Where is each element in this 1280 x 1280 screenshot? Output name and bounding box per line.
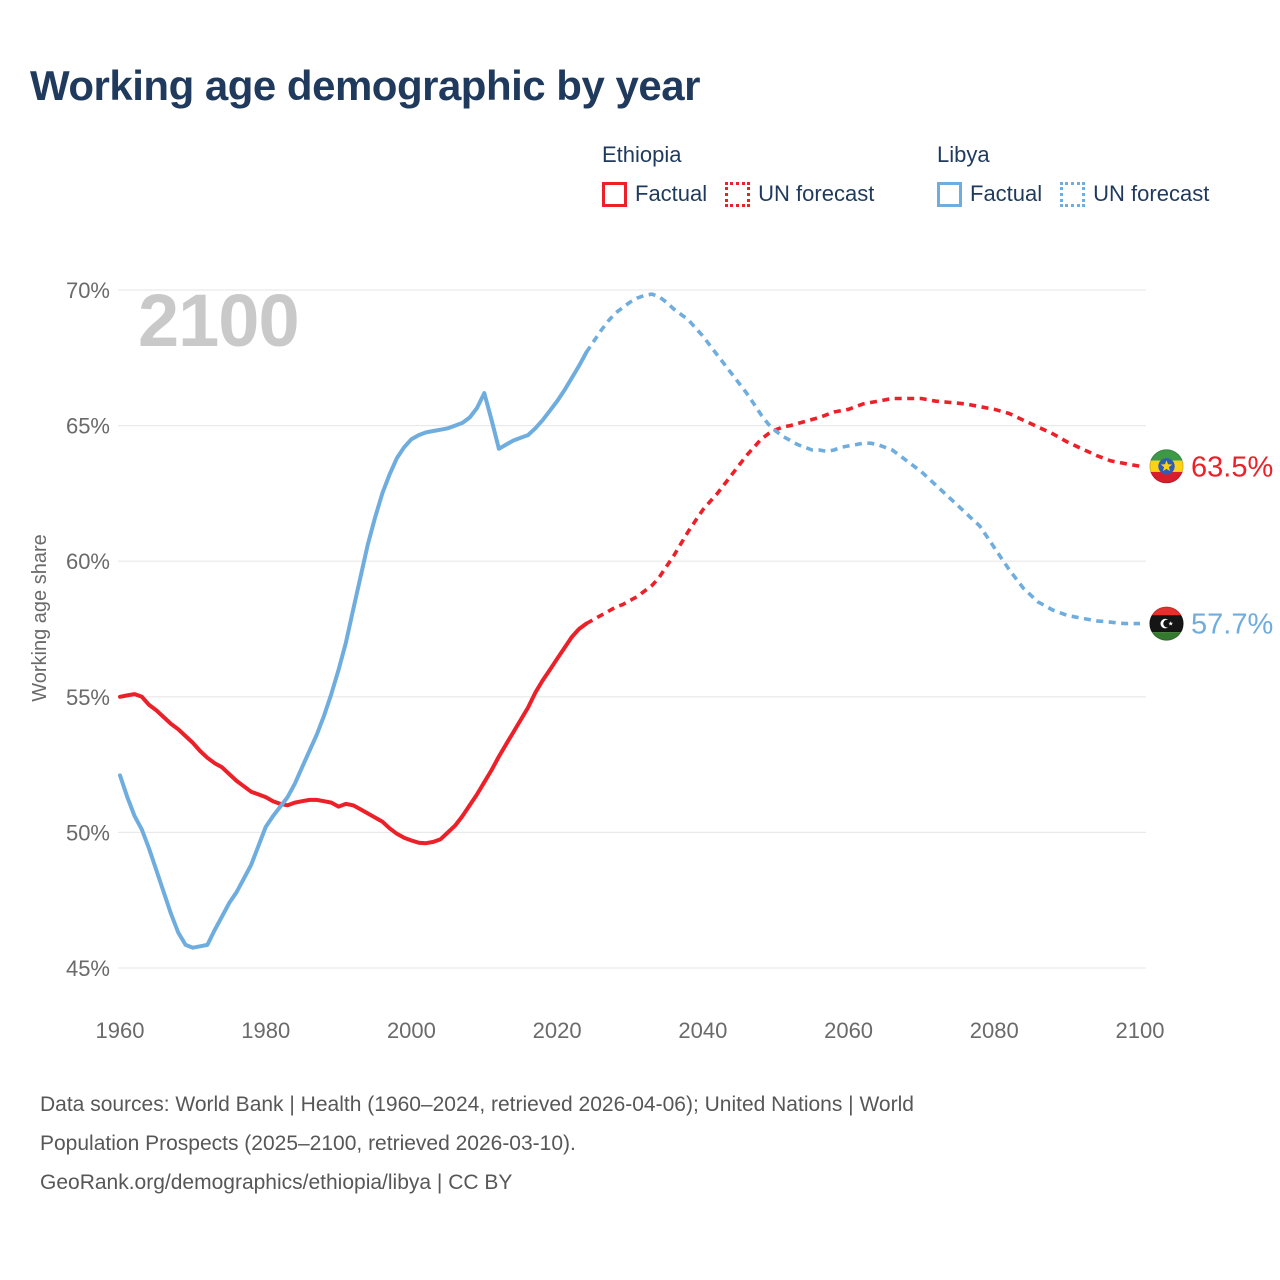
legend-country-label: Ethiopia <box>602 142 682 167</box>
data-sources-note <box>40 1085 1160 1202</box>
legend-item-label: UN forecast <box>758 181 875 206</box>
libya-flag-icon <box>1150 607 1184 641</box>
x-tick-label: 2000 <box>386 1018 436 1043</box>
series-ethiopia-un-forecast <box>586 399 1140 624</box>
x-tick-label: 1980 <box>241 1018 291 1043</box>
series-ethiopia-factual <box>120 624 586 844</box>
ethiopia-flag-icon <box>1150 449 1184 483</box>
watermark-year: 2100 <box>138 279 299 362</box>
end-label-libya: 57.7% <box>1191 608 1274 641</box>
x-tick-label: 2100 <box>1115 1018 1165 1043</box>
series-libya-factual <box>120 352 586 947</box>
footer-line: Population Prospects (2025–2100, retrieved 2026-03-10). <box>40 1132 576 1155</box>
legend-country-label: Libya <box>937 142 990 167</box>
y-tick-label: 45% <box>65 956 110 981</box>
footer-line: GeoRank.org/demographics/ethiopia/libya | CC BY <box>40 1171 513 1194</box>
y-tick-label: 50% <box>65 820 110 846</box>
series-libya-un-forecast <box>586 294 1140 623</box>
y-tick-label: 55% <box>65 684 110 710</box>
legend-item-label: Factual <box>635 181 708 206</box>
y-tick-label: 60% <box>65 549 110 575</box>
legend-item-label: Factual <box>970 181 1043 206</box>
x-tick-label: 2040 <box>678 1018 728 1043</box>
y-axis-title: Working age share <box>29 534 51 702</box>
y-tick-label: 65% <box>65 413 110 439</box>
x-tick-label: 1960 <box>95 1018 145 1043</box>
y-tick-label: 70% <box>65 278 110 303</box>
end-label-ethiopia: 63.5% <box>1191 451 1274 484</box>
footer-line: Data sources: World Bank | Health (1960–2024, retrieved 2026-04-06); United Nations | World <box>40 1093 914 1116</box>
x-tick-label: 2080 <box>969 1018 1019 1043</box>
page-title: Working age demographic by year <box>30 62 700 109</box>
x-tick-label: 2060 <box>824 1018 874 1043</box>
legend-item-label: UN forecast <box>1093 181 1210 206</box>
x-tick-label: 2020 <box>532 1018 582 1043</box>
